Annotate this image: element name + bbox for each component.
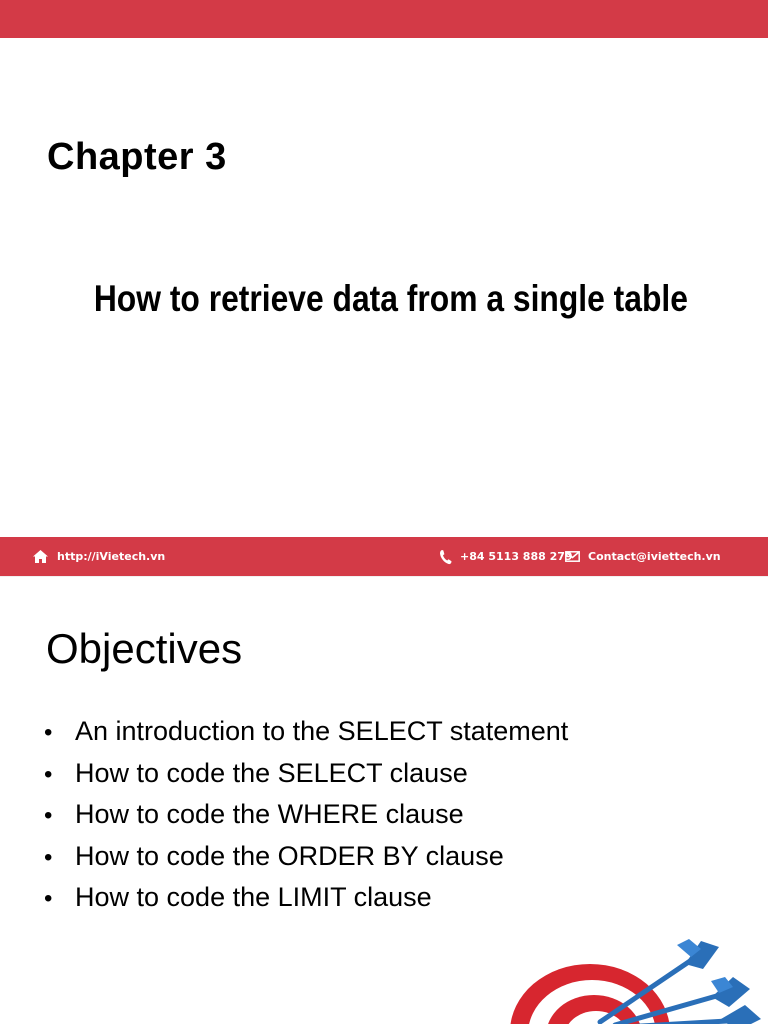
bullet-icon: •	[44, 843, 53, 871]
footer-website-text: http://iVietech.vn	[57, 550, 166, 563]
list-item-text: How to code the WHERE clause	[75, 799, 464, 829]
list-item	[44, 716, 568, 758]
phone-icon	[439, 549, 452, 565]
list-item	[44, 758, 568, 800]
footer-bar	[0, 537, 768, 576]
footer-website[interactable]	[32, 537, 165, 576]
objectives-list	[44, 716, 568, 924]
mail-icon	[565, 551, 580, 562]
target-darts-icon	[505, 937, 768, 1024]
footer-phone-text: +84 5113 888 279	[460, 550, 573, 563]
list-item	[44, 882, 568, 924]
top-accent-bar	[0, 0, 768, 38]
footer-email-text: Contact@iviettech.vn	[588, 550, 721, 563]
list-item-text: How to code the LIMIT clause	[75, 882, 432, 912]
home-icon	[32, 549, 49, 564]
list-item	[44, 841, 568, 883]
footer-phone[interactable]	[439, 537, 573, 576]
slide-subtitle: How to retrieve data from a single table	[93, 278, 688, 319]
bullet-icon: •	[44, 885, 53, 912]
bullet-icon: •	[44, 802, 53, 829]
chapter-title: Chapter 3	[47, 136, 227, 178]
list-item-text: How to code the ORDER BY clause	[75, 840, 504, 871]
objectives-slide	[0, 577, 768, 1024]
bullet-icon: •	[44, 719, 53, 746]
list-item-text: How to code the SELECT clause	[75, 757, 468, 788]
objectives-title: Objectives	[46, 625, 243, 672]
footer-email[interactable]	[565, 537, 721, 576]
bullet-icon: •	[44, 760, 53, 788]
list-item	[44, 799, 568, 841]
list-item-text: An introduction to the SELECT statement	[75, 716, 569, 746]
